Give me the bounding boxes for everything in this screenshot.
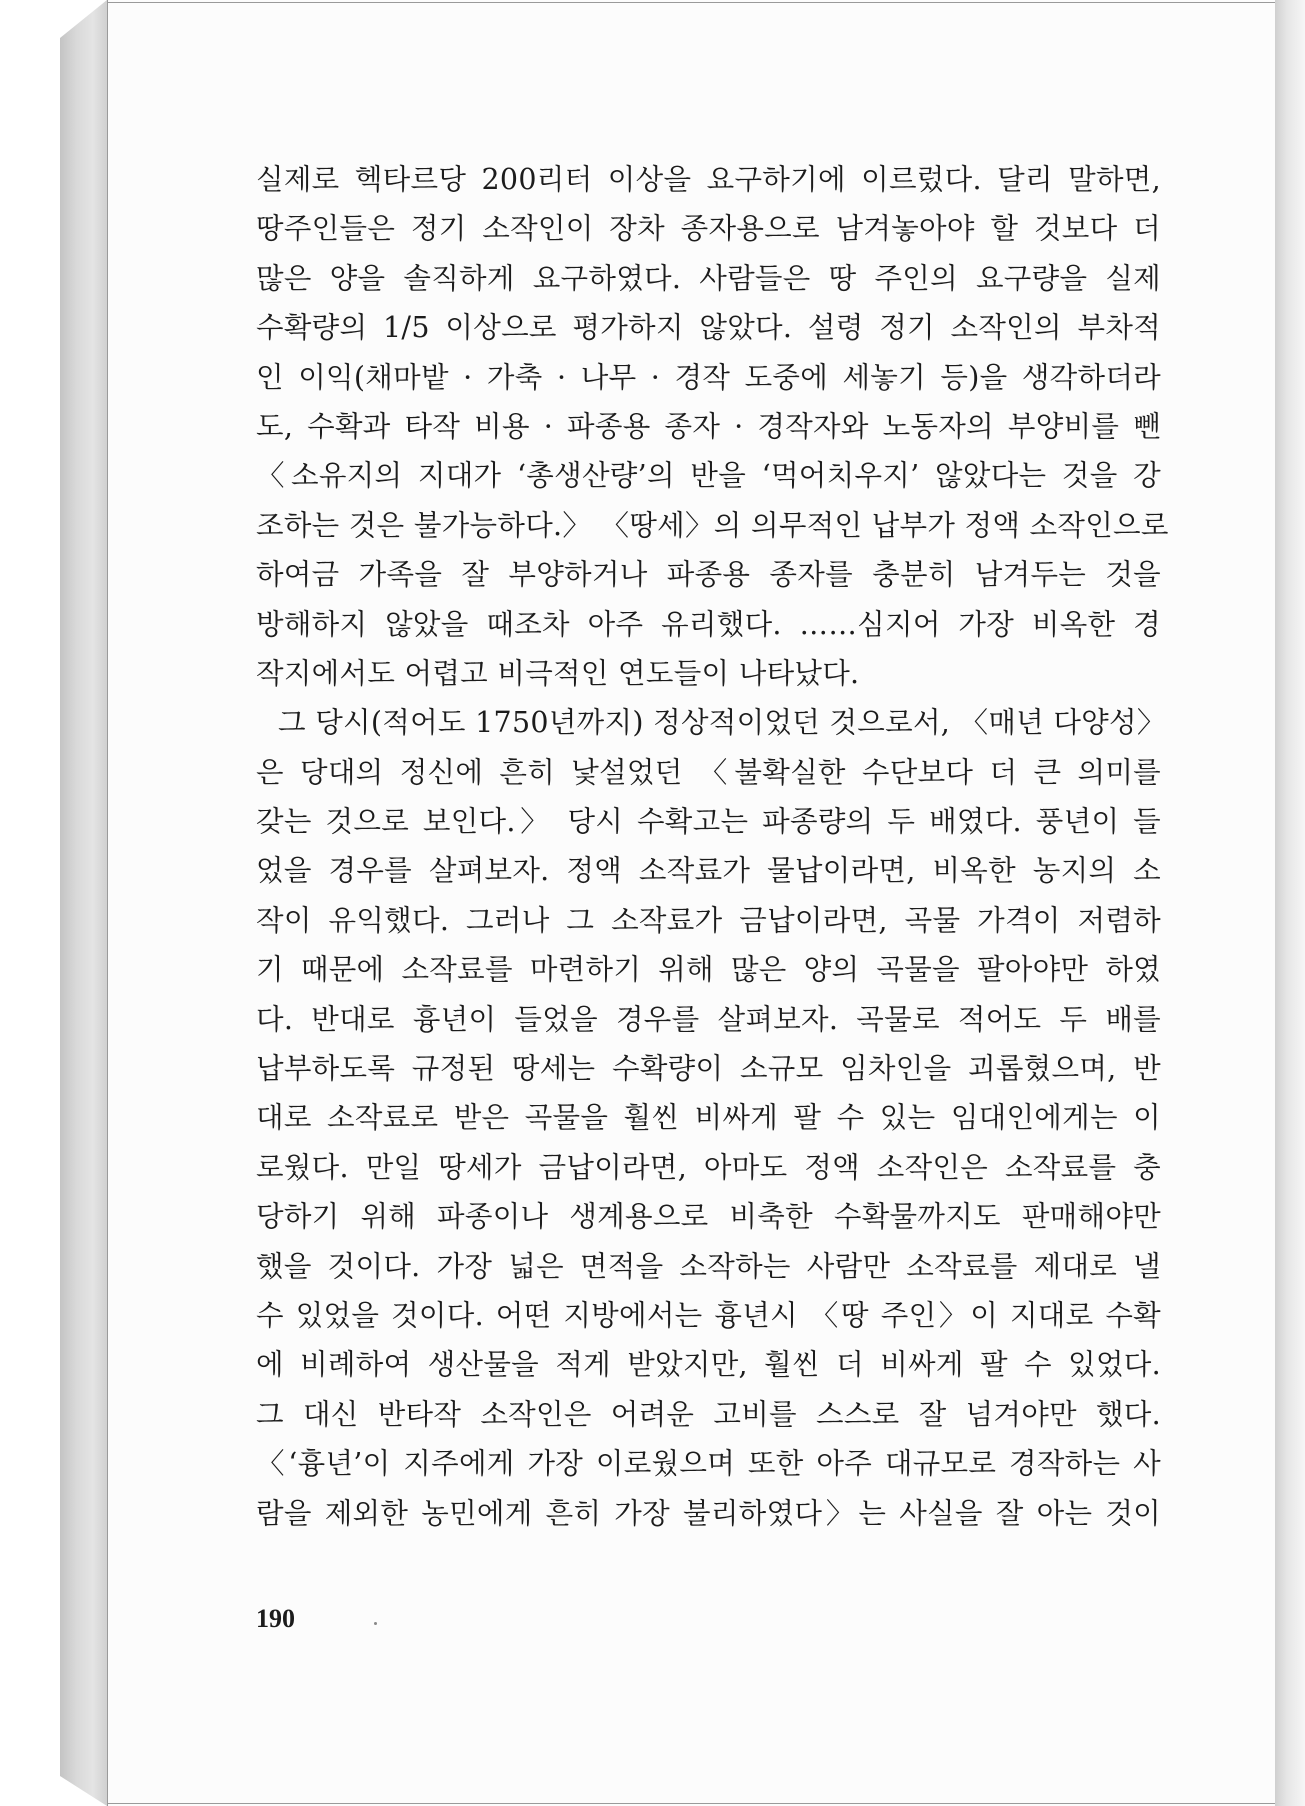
text-line: 작이 유익했다. 그러나 그 소작료가 금납이라면, 곡물 가격이 저렴하: [256, 903, 1161, 937]
page-number: 190: [256, 1604, 295, 1633]
text-line: 했을 것이다. 가장 넓은 면적을 소작하는 사람만 소작료를 제대로 낼: [256, 1249, 1161, 1283]
text-line: 납부하도록 규정된 땅세는 수확량이 소규모 임차인을 괴롭혔으며, 반: [256, 1052, 1161, 1086]
text-line: 땅주인들은 정기 소작인이 장차 종자용으로 남겨놓아야 할 것보다 더: [256, 212, 1161, 246]
text-line: 수확량의 1/5 이상으로 평가하지 않았다. 설령 정기 소작인의 부차적: [256, 311, 1161, 345]
text-line: 〈소유지의 지대가 ‘총생산량’의 반을 ‘먹어치우지’ 않았다는 것을 강: [256, 459, 1161, 493]
text-line: 〈‘흉년’이 지주에게 가장 이로웠으며 또한 아주 대규모로 경작하는 사: [256, 1447, 1161, 1481]
text-line: 방해하지 않았을 때조차 아주 유리했다. ……심지어 가장 비옥한 경: [256, 607, 1161, 641]
text-line: 갖는 것으로 보인다.〉 당시 수확고는 파종량의 두 배였다. 풍년이 들: [256, 805, 1161, 839]
body-text: [256, 155, 1169, 1538]
text-line: 당하기 위해 파종이나 생계용으로 비축한 수확물까지도 판매해야만: [256, 1200, 1161, 1234]
text-line: 에 비례하여 생산물을 적게 받았지만, 훨씬 더 비싸게 팔 수 있었다.: [256, 1348, 1161, 1382]
text-line: 었을 경우를 살펴보자. 정액 소작료가 물납이라면, 비옥한 농지의 소: [256, 854, 1161, 888]
text-line: 많은 양을 솔직하게 요구하였다. 사람들은 땅 주인의 요구량을 실제: [256, 261, 1161, 295]
stray-dot: [374, 1622, 377, 1625]
text-line: 인 이익(채마밭 · 가축 · 나무 · 경작 도중에 세놓기 등)을 생각하더라: [256, 360, 1161, 394]
page-right-shadow: [1275, 0, 1305, 1806]
text-line: 기 때문에 소작료를 마련하기 위해 많은 양의 곡물을 팔아야만 하였: [256, 953, 1161, 987]
paragraph-start-line: 그 당시(적어도 1750년까지) 정상적이었던 것으로서, 〈매년 다양성〉: [278, 706, 1166, 740]
text-line: 그 대신 반타작 소작인은 어려운 고비를 스스로 잘 넘겨야만 했다.: [256, 1397, 1161, 1431]
text-line: 대로 소작료로 받은 곡물을 훨씬 비싸게 팔 수 있는 임대인에게는 이: [256, 1101, 1161, 1135]
text-line: 실제로 헥타르당 200리터 이상을 요구하기에 이르렀다. 달리 말하면,: [256, 163, 1161, 196]
text-line: 은 당대의 정신에 흔히 낯설었던 〈불확실한 수단보다 더 큰 의미를: [256, 755, 1161, 789]
text-line: 하여금 가족을 잘 부양하거나 파종용 종자를 충분히 남겨두는 것을: [256, 558, 1161, 592]
book-spine: [60, 0, 107, 1806]
book-spine-top-edge: [60, 0, 107, 38]
text-line: 다. 반대로 흉년이 들었을 경우를 살펴보자. 곡물로 적어도 두 배를: [256, 1002, 1161, 1036]
text-line: 람을 제외한 농민에게 흔히 가장 불리하였다〉는 사실을 잘 아는 것이: [256, 1496, 1161, 1530]
page-bottom-border: [107, 1803, 1275, 1804]
book-spine-bottom-edge: [60, 1776, 107, 1806]
text-line: 작지에서도 어렵고 비극적인 연도들이 나타났다.: [256, 656, 860, 690]
text-line: 로웠다. 만일 땅세가 금납이라면, 아마도 정액 소작인은 소작료를 충: [256, 1150, 1161, 1184]
text-line: 수 있었을 것이다. 어떤 지방에서는 흉년시 〈땅 주인〉이 지대로 수확: [256, 1298, 1161, 1332]
page-top-border: [107, 2, 1275, 3]
text-line: 도, 수확과 타작 비용 · 파종용 종자 · 경작자와 노동자의 부양비를 뺀: [256, 409, 1161, 443]
text-line: 조하는 것은 불가능하다.〉 〈땅세〉의 의무적인 납부가 정액 소작인으로: [256, 508, 1169, 542]
